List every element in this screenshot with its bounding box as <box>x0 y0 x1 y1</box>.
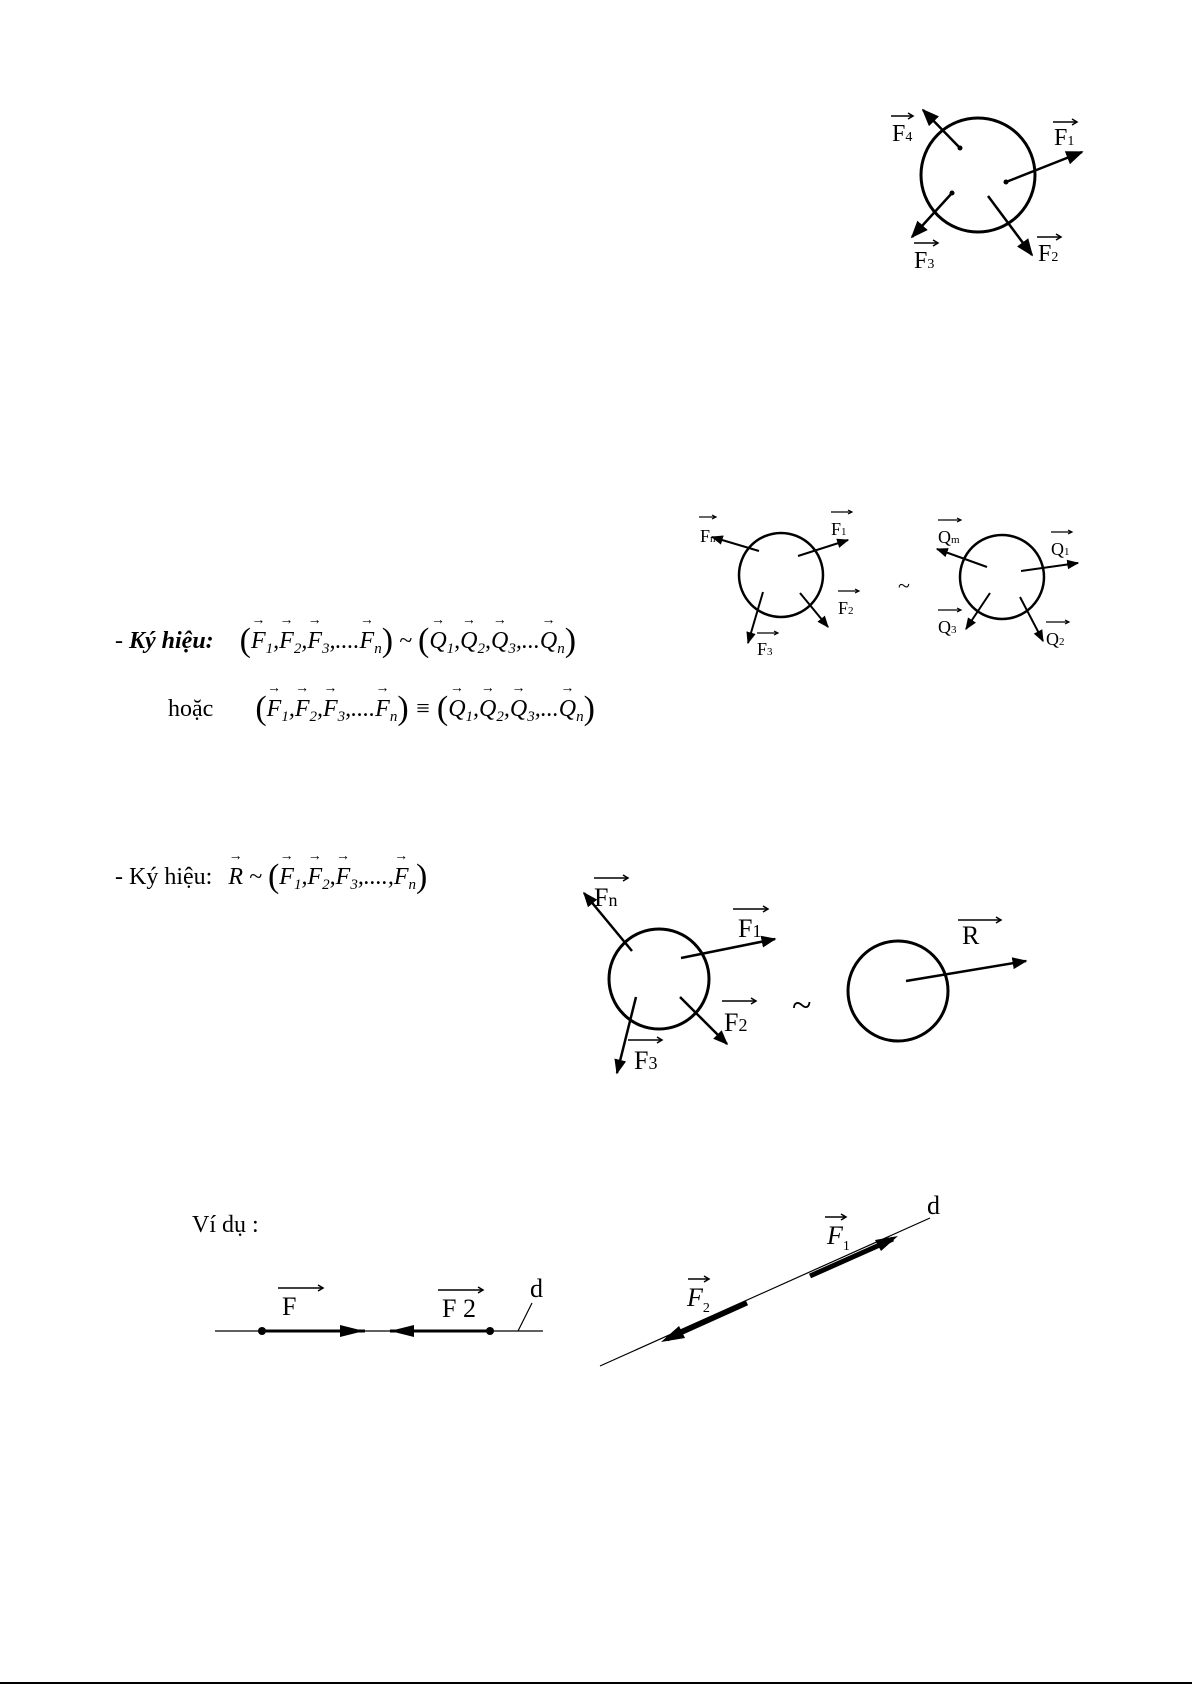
resultant-arrow <box>906 961 1026 981</box>
svg-text:F3: F3 <box>634 1046 658 1075</box>
label-r: R <box>962 921 980 950</box>
page-border-bottom <box>0 1682 1192 1684</box>
notation-label: Ký hiệu: <box>129 628 214 654</box>
svg-text:F3: F3 <box>757 639 773 659</box>
svg-text:F1: $F_1$ <box>827 1221 850 1254</box>
equivalence-tilde-2: ~ <box>792 985 812 1025</box>
resultant-body-circle <box>848 941 948 1041</box>
svg-text:F2: F2 <box>724 1008 748 1037</box>
svg-text:F 2: F 2 <box>442 1294 476 1323</box>
notation-line-resultant: - Ký hiệu: → R ~ (→ $F_1,\to F_2,\to F_3,....,\to F_n$) <box>115 858 427 896</box>
svg-text:Q3: Q3 <box>938 617 957 637</box>
label-f1: F1 <box>1054 125 1075 151</box>
or-label: hoặc <box>168 696 214 722</box>
opposite-forces-figure <box>210 1275 550 1355</box>
notation-label-2: - Ký hiệu: <box>115 864 213 890</box>
example-label: Ví dụ : <box>192 1212 259 1238</box>
force-arrow-f1 <box>1006 152 1082 182</box>
svg-text:F1: F1 <box>831 519 847 539</box>
force-arrow-f4 <box>923 110 960 148</box>
svg-text:Fn: Fn <box>594 883 618 912</box>
equivalence-tilde: ~ <box>898 573 910 598</box>
system-body-circle <box>609 929 709 1029</box>
svg-text:F2: F2 <box>838 598 854 618</box>
notation-line-equivalent: - Ký hiệu: (→ $F_1,\to F_2,\to F_3,....\to F_n$) ~ (→ $Q_1,\to Q_2,\to Q_3,...\to Q_n$) <box>115 622 576 660</box>
svg-text:Qm: Qm <box>938 527 960 547</box>
svg-text:F1: F1 <box>738 914 762 943</box>
resultant-figure <box>570 870 1040 1080</box>
body-circle <box>921 118 1035 232</box>
svg-text:d: d <box>927 1191 940 1220</box>
svg-text:Q2: Q2 <box>1046 629 1065 649</box>
force-arrow-f3 <box>912 193 952 237</box>
force-system-figure <box>890 100 1090 280</box>
equivalent-systems-figure <box>690 505 1090 659</box>
svg-text:F2: $F_2$ <box>687 1283 710 1316</box>
right-body-circle <box>960 535 1044 619</box>
collinear-forces-figure <box>595 1190 955 1370</box>
notation-line-identical: hoặc (→ $F_1,\to F_2,\to F_3,....\to F_n$) ≡ (→ $Q_1,\to Q_2,\to Q_3,...\to Q_n$) <box>168 690 595 728</box>
svg-text:F: F <box>282 1292 297 1321</box>
label-f3: F3 <box>914 248 935 274</box>
svg-text:d: d <box>530 1274 543 1303</box>
svg-text:Fn: Fn <box>700 526 716 546</box>
svg-text:Q1: Q1 <box>1051 539 1070 559</box>
label-f4: F4 <box>892 121 913 147</box>
label-f2: F2 <box>1038 241 1059 267</box>
